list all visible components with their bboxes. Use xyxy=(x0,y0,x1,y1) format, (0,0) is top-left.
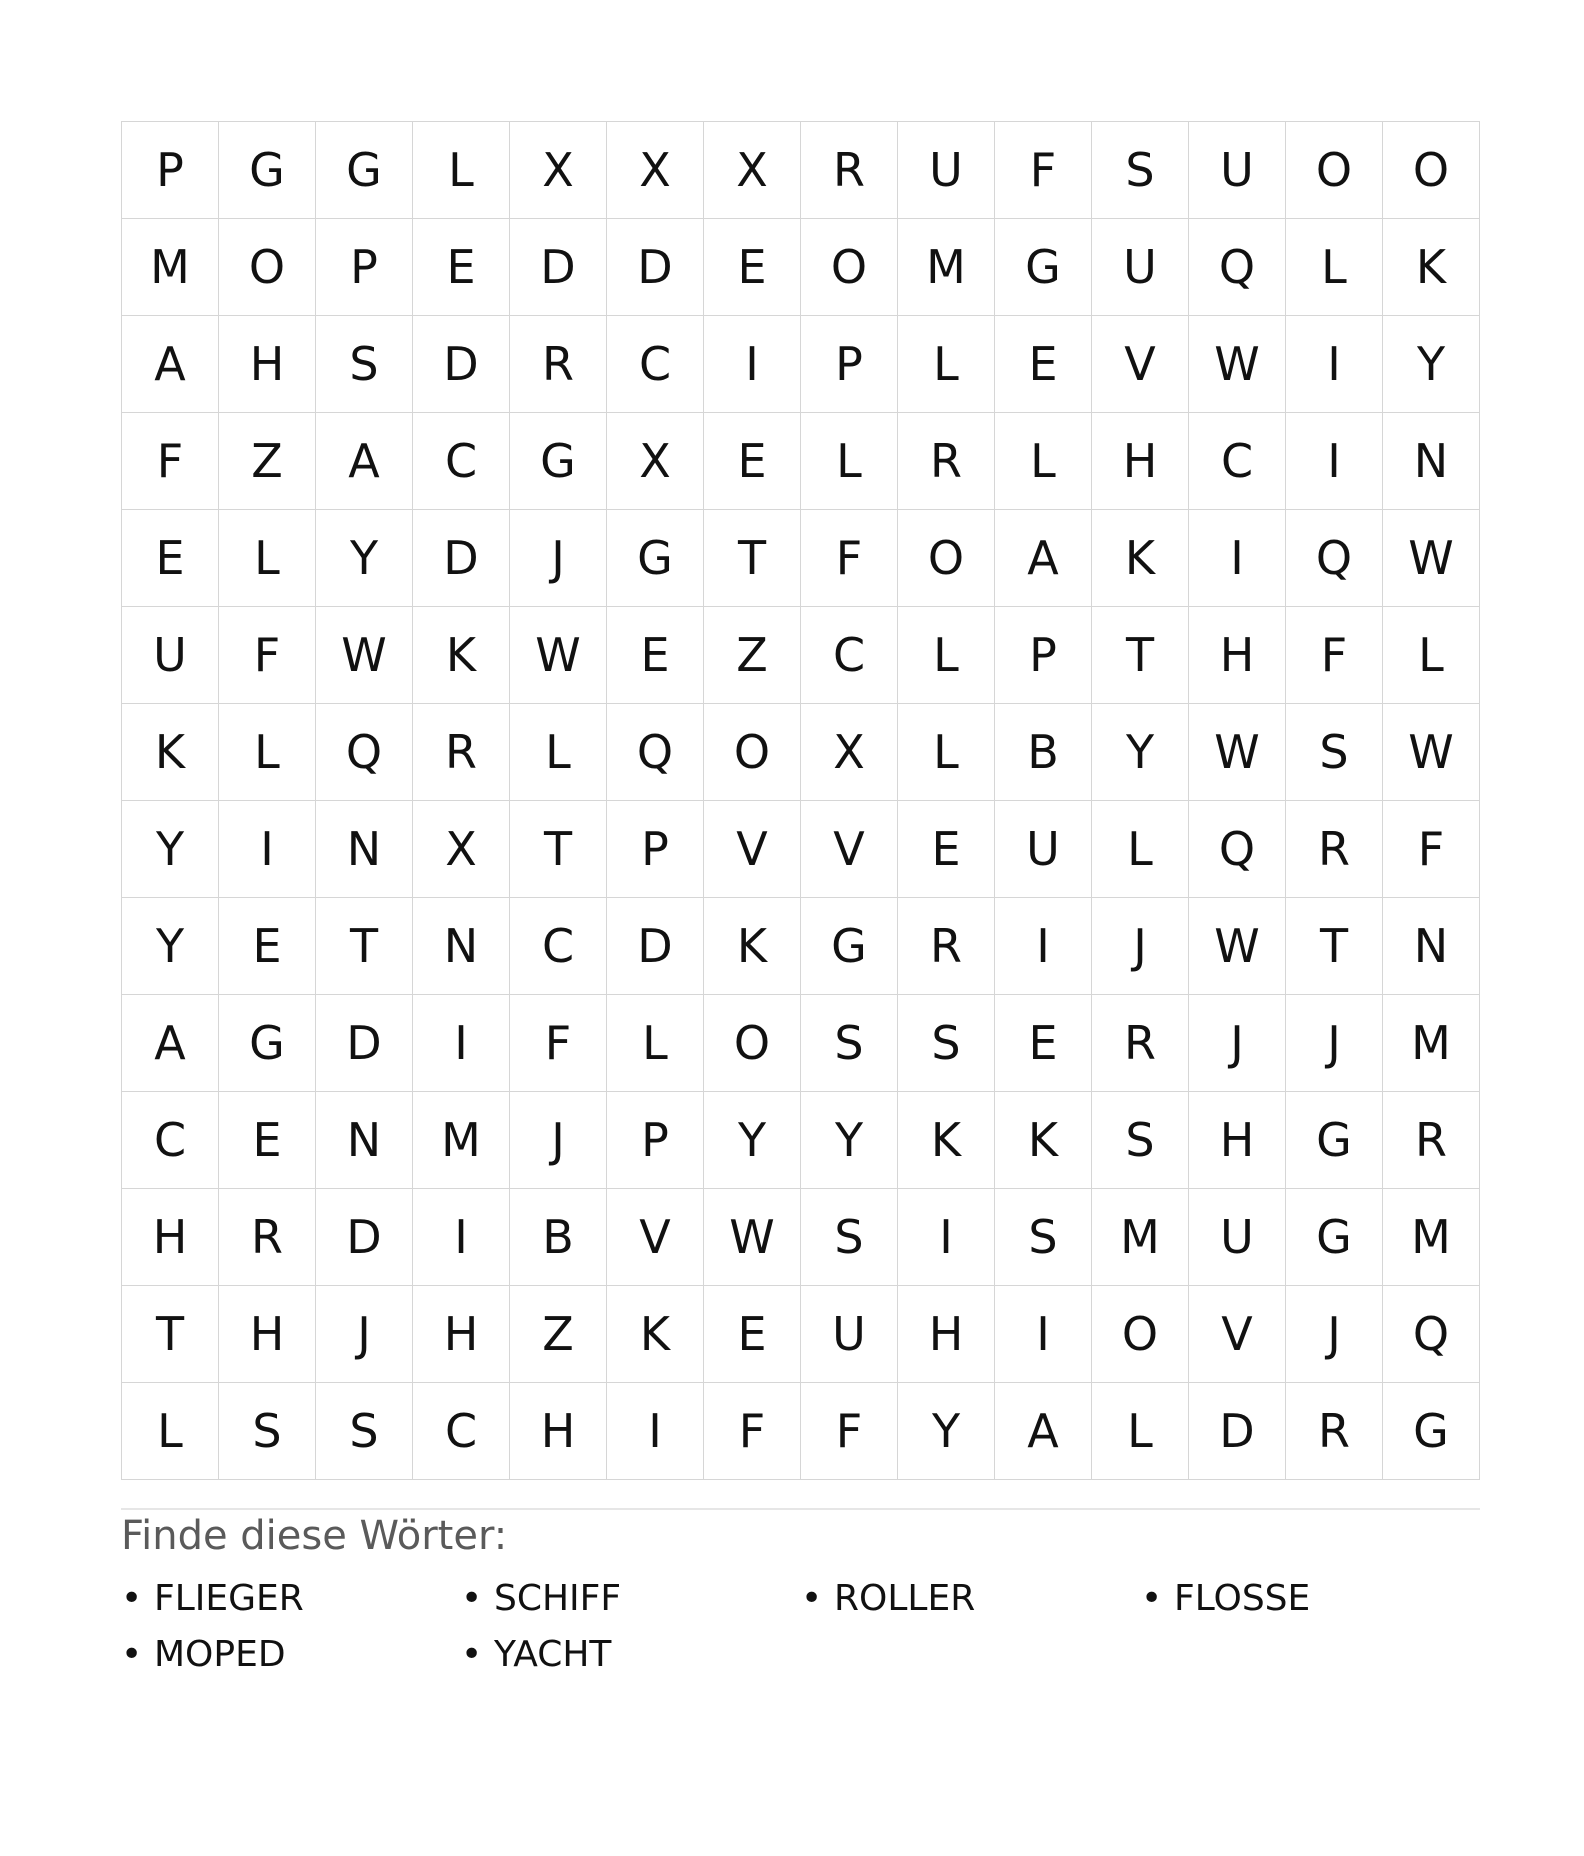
grid-cell[interactable]: W xyxy=(704,1189,801,1286)
grid-cell[interactable]: Y xyxy=(898,1383,995,1480)
grid-cell[interactable]: I xyxy=(607,1383,704,1480)
grid-cell[interactable]: H xyxy=(510,1383,607,1480)
grid-cell[interactable]: X xyxy=(413,801,510,898)
grid-cell[interactable]: H xyxy=(122,1189,219,1286)
grid-cell[interactable]: S xyxy=(316,1383,413,1480)
grid-cell[interactable]: I xyxy=(704,316,801,413)
grid-cell[interactable]: G xyxy=(801,898,898,995)
grid-cell[interactable]: R xyxy=(510,316,607,413)
grid-cell[interactable]: D xyxy=(413,316,510,413)
grid-cell[interactable]: Y xyxy=(122,898,219,995)
grid-cell[interactable]: C xyxy=(510,898,607,995)
grid-cell[interactable]: C xyxy=(413,413,510,510)
grid-cell[interactable]: L xyxy=(898,704,995,801)
grid-cell[interactable]: T xyxy=(704,510,801,607)
grid-cell[interactable]: K xyxy=(122,704,219,801)
grid-cell[interactable]: R xyxy=(898,413,995,510)
grid-cell[interactable]: O xyxy=(1383,122,1480,219)
grid-cell[interactable]: D xyxy=(607,219,704,316)
grid-cell[interactable]: F xyxy=(1286,607,1383,704)
grid-cell[interactable]: K xyxy=(607,1286,704,1383)
grid-cell[interactable]: O xyxy=(1286,122,1383,219)
grid-cell[interactable]: L xyxy=(995,413,1092,510)
word-list-item xyxy=(461,1634,801,1676)
grid-cell[interactable]: G xyxy=(1383,1383,1480,1480)
grid-cell[interactable]: R xyxy=(1286,801,1383,898)
grid-cell[interactable]: C xyxy=(122,1092,219,1189)
grid-cell[interactable]: Z xyxy=(510,1286,607,1383)
grid-cell[interactable]: L xyxy=(607,995,704,1092)
grid-cell[interactable]: A xyxy=(995,1383,1092,1480)
grid-cell[interactable]: L xyxy=(1286,219,1383,316)
grid-cell[interactable]: G xyxy=(995,219,1092,316)
bullet-icon: • xyxy=(121,1578,143,1619)
grid-cell[interactable]: R xyxy=(1092,995,1189,1092)
grid-cell[interactable]: Q xyxy=(1189,219,1286,316)
grid-cell[interactable]: Y xyxy=(704,1092,801,1189)
word-list-title: Finde diese Wörter: xyxy=(121,1513,508,1559)
grid-cell[interactable]: F xyxy=(219,607,316,704)
word-list-item xyxy=(801,1578,1141,1620)
grid-cell[interactable]: N xyxy=(316,801,413,898)
grid-cell[interactable]: K xyxy=(1383,219,1480,316)
grid-cell[interactable]: I xyxy=(413,1189,510,1286)
grid-cell[interactable]: N xyxy=(413,898,510,995)
grid-cell[interactable]: A xyxy=(122,316,219,413)
grid-cell[interactable]: U xyxy=(1189,122,1286,219)
grid-cell[interactable]: C xyxy=(1189,413,1286,510)
grid-cell[interactable]: F xyxy=(510,995,607,1092)
grid-cell[interactable]: D xyxy=(510,219,607,316)
grid-cell[interactable]: A xyxy=(122,995,219,1092)
grid-cell[interactable]: N xyxy=(1383,413,1480,510)
grid-cell[interactable]: E xyxy=(704,1286,801,1383)
grid-cell[interactable]: N xyxy=(1383,898,1480,995)
grid-cell[interactable]: Q xyxy=(1383,1286,1480,1383)
grid-cell[interactable]: U xyxy=(801,1286,898,1383)
grid-cell[interactable]: Q xyxy=(607,704,704,801)
word-label: FLIEGER xyxy=(154,1578,304,1619)
grid-cell[interactable]: S xyxy=(219,1383,316,1480)
grid-cell[interactable]: J xyxy=(1189,995,1286,1092)
grid-cell[interactable]: E xyxy=(219,1092,316,1189)
grid-cell[interactable]: J xyxy=(1286,1286,1383,1383)
word-label: FLOSSE xyxy=(1174,1578,1311,1619)
grid-cell[interactable]: H xyxy=(219,316,316,413)
bullet-icon: • xyxy=(121,1634,143,1675)
grid-cell[interactable]: K xyxy=(413,607,510,704)
grid-cell[interactable]: S xyxy=(801,995,898,1092)
grid-cell[interactable]: M xyxy=(1092,1189,1189,1286)
grid-cell[interactable]: S xyxy=(1092,1092,1189,1189)
grid-cell[interactable]: F xyxy=(801,510,898,607)
grid-cell[interactable]: Z xyxy=(219,413,316,510)
grid-cell[interactable]: C xyxy=(607,316,704,413)
grid-cell[interactable]: O xyxy=(801,219,898,316)
grid-cell[interactable]: E xyxy=(995,995,1092,1092)
grid-cell[interactable]: I xyxy=(1286,413,1383,510)
grid-cell[interactable]: R xyxy=(413,704,510,801)
grid-cell[interactable]: R xyxy=(898,898,995,995)
grid-cell[interactable]: U xyxy=(1092,219,1189,316)
grid-cell[interactable]: K xyxy=(995,1092,1092,1189)
grid-cell[interactable]: M xyxy=(413,1092,510,1189)
word-list-item xyxy=(1141,1578,1481,1620)
grid-cell[interactable]: F xyxy=(801,1383,898,1480)
grid-cell[interactable]: H xyxy=(898,1286,995,1383)
word-label: MOPED xyxy=(154,1634,286,1675)
grid-cell[interactable]: S xyxy=(1286,704,1383,801)
grid-cell[interactable]: O xyxy=(1092,1286,1189,1383)
grid-cell[interactable]: J xyxy=(1286,995,1383,1092)
grid-cell[interactable]: R xyxy=(801,122,898,219)
grid-cell[interactable]: I xyxy=(1286,316,1383,413)
grid-cell[interactable]: L xyxy=(122,1383,219,1480)
grid-cell[interactable]: J xyxy=(510,1092,607,1189)
grid-cell[interactable]: X xyxy=(704,122,801,219)
grid-cell[interactable]: U xyxy=(898,122,995,219)
grid-cell[interactable]: P xyxy=(316,219,413,316)
grid-cell[interactable]: W xyxy=(510,607,607,704)
word-search-puzzle xyxy=(121,121,1480,1676)
grid-cell[interactable]: L xyxy=(898,316,995,413)
grid-cell[interactable]: M xyxy=(898,219,995,316)
grid-cell[interactable]: L xyxy=(413,122,510,219)
bullet-icon: • xyxy=(801,1578,823,1619)
grid-cell[interactable]: Q xyxy=(1189,801,1286,898)
grid-cell[interactable]: P xyxy=(607,801,704,898)
grid-cell[interactable]: Y xyxy=(316,510,413,607)
grid-cell[interactable]: L xyxy=(801,413,898,510)
grid-cell[interactable]: M xyxy=(122,219,219,316)
grid-cell[interactable]: B xyxy=(995,704,1092,801)
grid-cell[interactable]: W xyxy=(1383,510,1480,607)
bullet-icon: • xyxy=(461,1634,483,1675)
bullet-icon: • xyxy=(461,1578,483,1619)
grid-cell[interactable]: Q xyxy=(1286,510,1383,607)
grid-cell[interactable]: L xyxy=(1092,1383,1189,1480)
grid-cell[interactable]: W xyxy=(1189,316,1286,413)
grid-cell[interactable]: D xyxy=(316,995,413,1092)
grid-cell[interactable]: W xyxy=(316,607,413,704)
grid-cell[interactable]: X xyxy=(510,122,607,219)
grid-cell[interactable]: U xyxy=(122,607,219,704)
grid-cell[interactable]: D xyxy=(413,510,510,607)
bullet-icon: • xyxy=(1141,1578,1163,1619)
grid-cell[interactable]: V xyxy=(801,801,898,898)
grid-cell[interactable]: G xyxy=(219,995,316,1092)
grid-cell[interactable]: O xyxy=(704,704,801,801)
grid-cell[interactable]: E xyxy=(704,413,801,510)
grid-cell[interactable]: T xyxy=(1286,898,1383,995)
grid-cell[interactable]: L xyxy=(219,510,316,607)
grid-cell[interactable]: E xyxy=(122,510,219,607)
grid-cell[interactable]: B xyxy=(510,1189,607,1286)
grid-cell[interactable]: E xyxy=(219,898,316,995)
grid-cell[interactable]: Q xyxy=(316,704,413,801)
grid-cell[interactable]: I xyxy=(995,898,1092,995)
grid-cell[interactable]: F xyxy=(704,1383,801,1480)
grid-cell[interactable]: G xyxy=(316,122,413,219)
grid-cell[interactable]: G xyxy=(1286,1092,1383,1189)
word-label: ROLLER xyxy=(834,1578,976,1619)
grid-cell[interactable]: F xyxy=(1383,801,1480,898)
grid-cell[interactable]: M xyxy=(1383,995,1480,1092)
grid-cell[interactable]: V xyxy=(704,801,801,898)
grid-cell[interactable]: O xyxy=(704,995,801,1092)
letter-grid xyxy=(121,121,1480,1480)
grid-cell[interactable]: M xyxy=(1383,1189,1480,1286)
grid-cell[interactable]: I xyxy=(219,801,316,898)
word-list xyxy=(121,1578,1480,1676)
grid-cell[interactable]: L xyxy=(1092,801,1189,898)
grid-cell[interactable]: X xyxy=(607,122,704,219)
grid-cell[interactable]: T xyxy=(122,1286,219,1383)
grid-cell[interactable]: L xyxy=(219,704,316,801)
grid-cell[interactable]: L xyxy=(898,607,995,704)
grid-cell[interactable]: N xyxy=(316,1092,413,1189)
grid-cell[interactable]: I xyxy=(995,1286,1092,1383)
grid-cell[interactable]: H xyxy=(1189,1092,1286,1189)
grid-cell[interactable]: O xyxy=(898,510,995,607)
grid-cell[interactable]: J xyxy=(1092,898,1189,995)
grid-cell[interactable]: I xyxy=(1189,510,1286,607)
grid-cell[interactable]: W xyxy=(1189,898,1286,995)
grid-cell[interactable]: J xyxy=(316,1286,413,1383)
grid-cell[interactable]: L xyxy=(1383,607,1480,704)
grid-cell[interactable]: H xyxy=(1092,413,1189,510)
grid-cell[interactable]: U xyxy=(1189,1189,1286,1286)
grid-cell[interactable]: A xyxy=(316,413,413,510)
grid-cell[interactable]: X xyxy=(607,413,704,510)
grid-cell[interactable]: W xyxy=(1383,704,1480,801)
grid-cell[interactable]: K xyxy=(898,1092,995,1189)
grid-cell[interactable]: G xyxy=(219,122,316,219)
grid-cell[interactable]: S xyxy=(995,1189,1092,1286)
grid-cell[interactable]: G xyxy=(510,413,607,510)
grid-cell[interactable]: V xyxy=(1092,316,1189,413)
grid-cell[interactable]: Y xyxy=(1092,704,1189,801)
grid-cell[interactable]: R xyxy=(219,1189,316,1286)
grid-cell[interactable]: E xyxy=(704,219,801,316)
grid-cell[interactable]: X xyxy=(801,704,898,801)
grid-cell[interactable]: R xyxy=(1286,1383,1383,1480)
grid-cell[interactable]: V xyxy=(1189,1286,1286,1383)
grid-cell[interactable]: G xyxy=(1286,1189,1383,1286)
grid-cell[interactable]: F xyxy=(995,122,1092,219)
grid-cell[interactable]: T xyxy=(510,801,607,898)
grid-cell[interactable]: H xyxy=(413,1286,510,1383)
grid-cell[interactable]: Y xyxy=(801,1092,898,1189)
grid-cell[interactable]: F xyxy=(122,413,219,510)
grid-cell[interactable]: E xyxy=(413,219,510,316)
grid-cell[interactable]: T xyxy=(316,898,413,995)
grid-cell[interactable]: E xyxy=(898,801,995,898)
word-list-item xyxy=(121,1634,461,1676)
grid-cell[interactable]: O xyxy=(219,219,316,316)
word-list-item xyxy=(121,1578,461,1620)
grid-cell[interactable]: G xyxy=(607,510,704,607)
grid-cell[interactable]: K xyxy=(704,898,801,995)
grid-cell[interactable]: S xyxy=(316,316,413,413)
grid-cell[interactable]: D xyxy=(316,1189,413,1286)
grid-cell[interactable]: S xyxy=(1092,122,1189,219)
grid-cell[interactable]: T xyxy=(1092,607,1189,704)
word-label: SCHIFF xyxy=(494,1578,622,1619)
grid-cell[interactable]: R xyxy=(1383,1092,1480,1189)
grid-cell[interactable]: P xyxy=(607,1092,704,1189)
grid-cell[interactable]: Z xyxy=(704,607,801,704)
grid-cell[interactable]: E xyxy=(607,607,704,704)
divider xyxy=(121,1508,1480,1510)
grid-cell[interactable]: H xyxy=(1189,607,1286,704)
grid-cell[interactable]: D xyxy=(1189,1383,1286,1480)
word-list-item xyxy=(461,1578,801,1620)
grid-cell[interactable]: Y xyxy=(1383,316,1480,413)
grid-cell[interactable]: D xyxy=(607,898,704,995)
grid-cell[interactable]: C xyxy=(801,607,898,704)
grid-cell[interactable]: P xyxy=(995,607,1092,704)
grid-cell[interactable]: K xyxy=(1092,510,1189,607)
grid-cell[interactable]: I xyxy=(898,1189,995,1286)
grid-cell[interactable]: W xyxy=(1189,704,1286,801)
grid-cell[interactable]: U xyxy=(995,801,1092,898)
grid-cell[interactable]: A xyxy=(995,510,1092,607)
word-label: YACHT xyxy=(494,1634,612,1675)
grid-cell[interactable]: H xyxy=(219,1286,316,1383)
grid-cell[interactable]: S xyxy=(898,995,995,1092)
grid-cell[interactable]: V xyxy=(607,1189,704,1286)
grid-cell[interactable]: P xyxy=(801,316,898,413)
grid-cell[interactable]: P xyxy=(122,122,219,219)
grid-cell[interactable]: Y xyxy=(122,801,219,898)
grid-cell[interactable]: L xyxy=(510,704,607,801)
grid-cell[interactable]: E xyxy=(995,316,1092,413)
grid-cell[interactable]: I xyxy=(413,995,510,1092)
grid-cell[interactable]: C xyxy=(413,1383,510,1480)
grid-cell[interactable]: S xyxy=(801,1189,898,1286)
grid-cell[interactable]: J xyxy=(510,510,607,607)
